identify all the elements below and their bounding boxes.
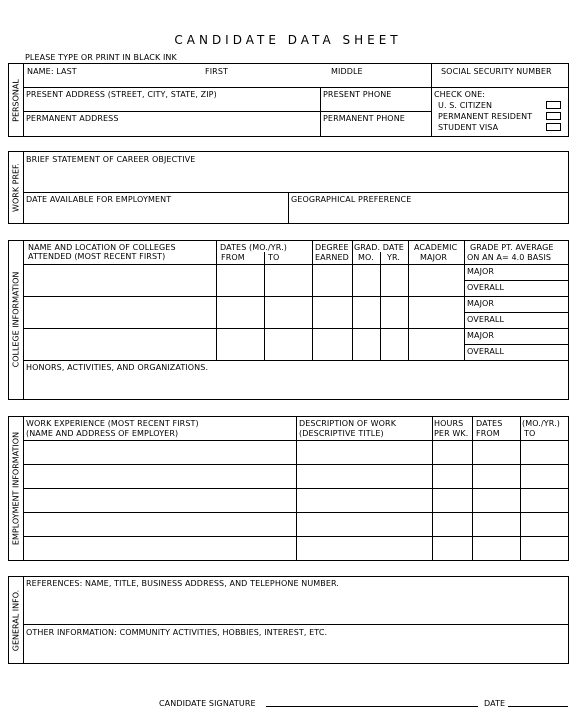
work-description-header: DESCRIPTION OF WORK [299, 419, 397, 428]
signature-label: CANDIDATE SIGNATURE [159, 699, 256, 708]
career-objective-label: BRIEF STATEMENT OF CAREER OBJECTIVE [26, 155, 196, 164]
geo-pref-label: GEOGRAPHICAL PREFERENCE [291, 195, 412, 204]
per-week-header: PER WK. [434, 429, 469, 438]
college-dates-to-header: TO [268, 253, 280, 262]
other-info-label: OTHER INFORMATION: COMMUNITY ACTIVITIES, HOBBIES, INTEREST, ETC. [26, 628, 328, 637]
work-experience-header: WORK EXPERIENCE (MOST RECENT FIRST) [26, 419, 199, 428]
employment-from-header: FROM [476, 429, 500, 438]
gpa-overall-label: OVERALL [467, 315, 505, 324]
name-first-label: FIRST [205, 67, 228, 76]
employment-dates-header: DATES [476, 419, 503, 428]
references-label: REFERENCES: NAME, TITLE, BUSINESS ADDRESS, AND TELEPHONE NUMBER. [26, 579, 340, 588]
page-title: CANDIDATE DATA SHEET [174, 33, 402, 47]
employer-header: (NAME AND ADDRESS OF EMPLOYER) [26, 429, 179, 438]
major-header: MAJOR [420, 253, 448, 262]
instruction-text: PLEASE TYPE OR PRINT IN BLACK INK [25, 53, 177, 62]
academic-header: ACADEMIC [414, 243, 458, 252]
employment-section-label: EMPLOYMENT INFORMATION [11, 431, 21, 546]
option-us-citizen-label: U. S. CITIZEN [438, 101, 493, 110]
descriptive-title-header: (DESCRIPTIVE TITLE) [299, 429, 384, 438]
us-citizen-checkbox[interactable] [546, 101, 561, 109]
grad-yr-header: YR. [387, 253, 401, 262]
hours-header: HOURS [434, 419, 464, 428]
degree-header: DEGREE [315, 243, 349, 252]
gpa-overall-label: OVERALL [467, 283, 505, 292]
permanent-address-label: PERMANENT ADDRESS [26, 114, 119, 123]
option-student-visa-label: STUDENT VISA [438, 123, 499, 132]
gpa-major-label: MAJOR [467, 267, 495, 276]
permanent-resident-checkbox[interactable] [546, 112, 561, 120]
honors-label: HONORS, ACTIVITIES, AND ORGANIZATIONS. [26, 363, 209, 372]
name-last-label: NAME: LAST [27, 67, 77, 76]
name-middle-label: MIDDLE [331, 67, 363, 76]
grad-date-header: GRAD. DATE [354, 243, 404, 252]
gpa-major-label: MAJOR [467, 331, 495, 340]
present-phone-label: PRESENT PHONE [323, 90, 392, 99]
present-address-label: PRESENT ADDRESS (STREET, CITY, STATE, ZIP) [26, 90, 217, 99]
college-dates-from-header: FROM [221, 253, 245, 262]
gpa-basis-header: ON AN A= 4.0 BASIS [467, 253, 552, 262]
ssn-label: SOCIAL SECURITY NUMBER [441, 67, 552, 76]
signature-line[interactable] [266, 706, 478, 707]
personal-section-label: PERSONAL [11, 79, 21, 122]
employment-to-header: TO [524, 429, 536, 438]
gpa-header: GRADE PT. AVERAGE [470, 243, 554, 252]
college-name-header: NAME AND LOCATION OF COLLEGES [28, 243, 176, 252]
general-section-label: GENERAL INFO. [11, 589, 21, 652]
college-dates-header: DATES (MO./YR.) [220, 243, 287, 252]
date-line[interactable] [508, 706, 568, 707]
date-available-label: DATE AVAILABLE FOR EMPLOYMENT [26, 195, 172, 204]
permanent-phone-label: PERMANENT PHONE [323, 114, 405, 123]
general-section [8, 576, 569, 664]
student-visa-checkbox[interactable] [546, 123, 561, 131]
date-label: DATE [484, 699, 506, 708]
degree-earned-header: EARNED [315, 253, 349, 262]
gpa-major-label: MAJOR [467, 299, 495, 308]
work-pref-section-label: WORK PREF. [11, 163, 21, 212]
check-one-label: CHECK ONE: [434, 90, 486, 99]
college-section-label: COLLEGE INFORMATION [11, 271, 21, 368]
gpa-overall-label: OVERALL [467, 347, 505, 356]
employment-moyr-header: (MO./YR.) [522, 419, 560, 428]
college-attended-header: ATTENDED (MOST RECENT FIRST) [28, 252, 166, 261]
grad-mo-header: MO. [358, 253, 374, 262]
option-permanent-resident-label: PERMANENT RESIDENT [438, 112, 533, 121]
